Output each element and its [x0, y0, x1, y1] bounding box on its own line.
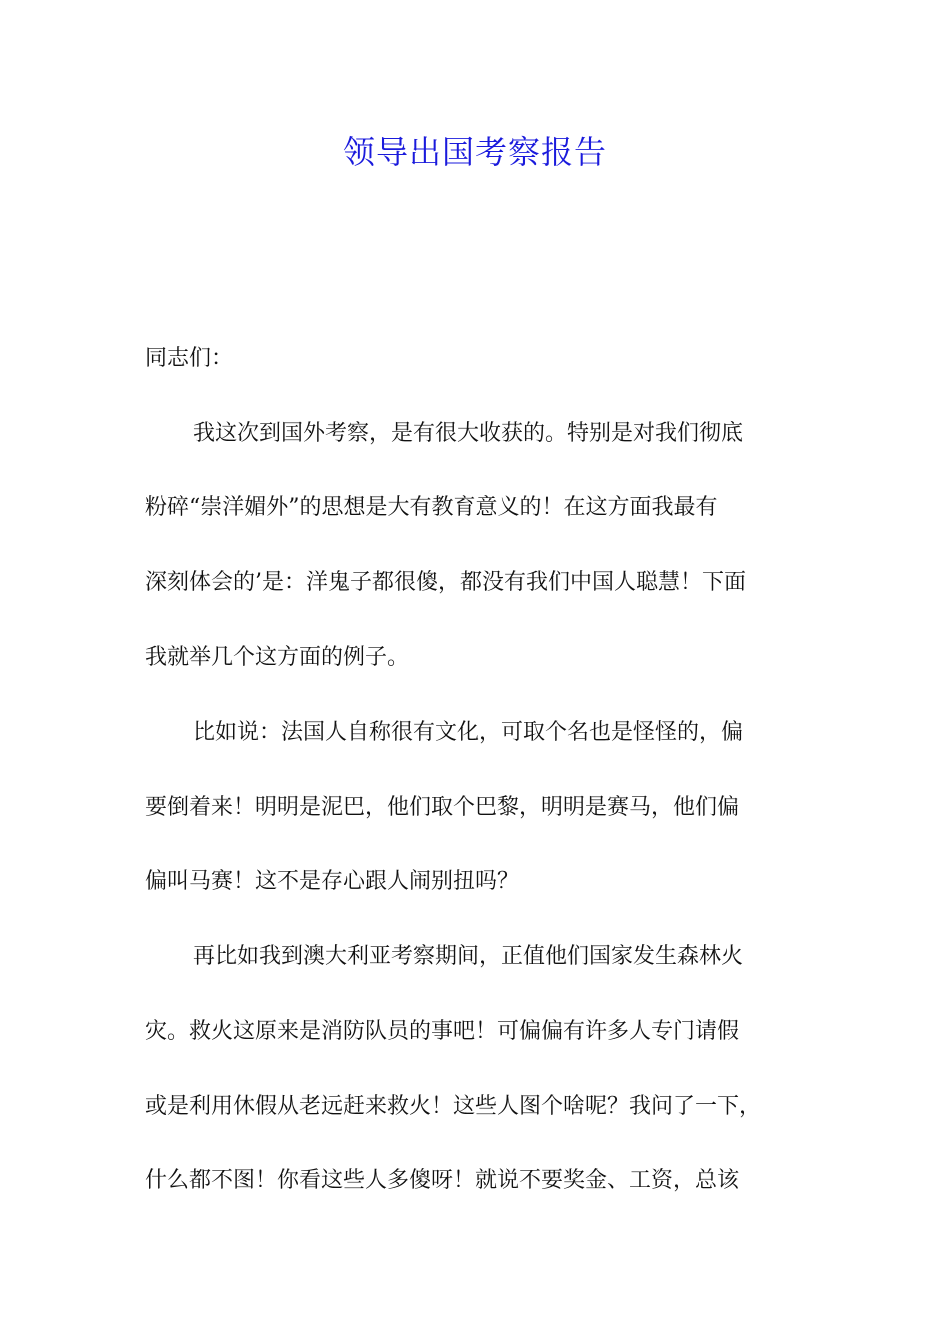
- paragraph-1-line-2: 粉碎“崇洋媚外”的思想是大有教育意义的！在这方面我最有: [145, 495, 718, 520]
- salutation: 同志们：: [145, 346, 234, 371]
- paragraph-3-line-4: 什么都不图！你看这些人多傻呀！就说不要奖金、工资，总该: [145, 1168, 740, 1193]
- paragraph-3-line-3: 或是利用休假从老远赶来救火！这些人图个啥呢？我问了一下，: [145, 1094, 762, 1119]
- paragraph-3-line-2: 灾。救火这原来是消防队员的事吧！可偏偏有许多人专门请假: [145, 1019, 740, 1044]
- paragraph-1-line-4: 我就举几个这方面的例子。: [145, 645, 410, 670]
- paragraph-3-line-1: 再比如我到澳大利亚考察期间，正值他们国家发生森林火: [193, 944, 744, 969]
- paragraph-2-line-3: 偏叫马赛！这不是存心跟人闹别扭吗？: [145, 869, 520, 894]
- paragraph-2-line-2: 要倒着来！明明是泥巴，他们取个巴黎，明明是赛马，他们偏: [145, 795, 740, 820]
- paragraph-1-line-1: 我这次到国外考察，是有很大收获的。特别是对我们彻底: [193, 421, 744, 446]
- paragraph-2-line-1: 比如说：法国人自称很有文化，可取个名也是怪怪的，偏: [193, 720, 744, 745]
- document-title: 领导出国考察报告: [342, 133, 607, 171]
- paragraph-1-line-3: 深刻体会的’是：洋鬼子都很傻，都没有我们中国人聪慧！下面: [145, 570, 746, 595]
